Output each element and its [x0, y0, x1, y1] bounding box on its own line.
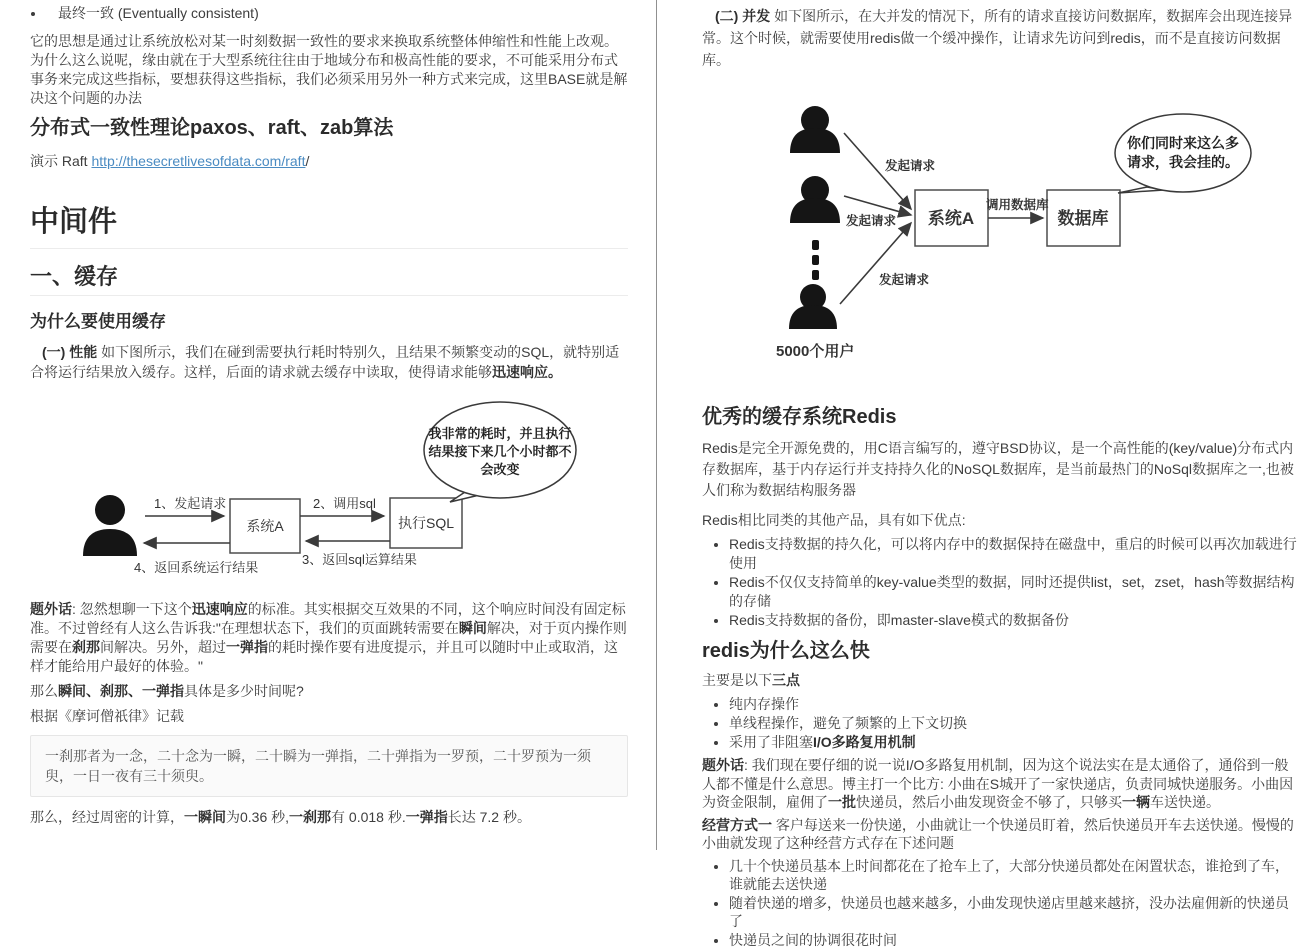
- system-a-label: 系统A: [246, 518, 284, 534]
- raft-demo-prefix: 演示 Raft: [30, 153, 91, 169]
- return-sql-arrow-label: 3、返回sql运算结果: [302, 552, 417, 567]
- sutra-quote-block: [30, 735, 628, 797]
- performance-flow-diagram: [30, 398, 628, 594]
- raft-demo-suffix: /: [305, 153, 309, 169]
- aside-paragraph: 题外话: 忽然想聊一下这个迅速响应的标准。其实根据交互效果的不同，这个响应时间没有固定标准。不过曾经有人这么告诉我:"在理想状态下，我们的页面跳转需要在瞬间解决，对于页内操作则需要在刹那间解决。另外，超过一弹指的耗时操作要有进度提示，并且可以随时中止或取消，这样才能给用户最好的体验。": [30, 600, 628, 676]
- system-a-label: 系统A: [928, 208, 974, 228]
- request-label-1: 发起请求: [884, 158, 936, 173]
- list-item: • 几十个快递员基本上时间都花在了抢车上了，大部分快递员都处在闲置状态，谁抢到了车，谁就能去送快递: [729, 857, 1298, 894]
- list-item: • 采用了非阻塞I/O多路复用机制: [729, 733, 1298, 752]
- list-item: • Redis不仅仅支持简单的key-value类型的数据，同时还提供list，set，zset，hash等数据结构的存储: [729, 573, 1298, 611]
- list-item: • Redis支持数据的持久化，可以将内存中的数据保持在磁盘中，重启的时候可以再次加载进行使用: [729, 535, 1298, 573]
- concurrency-diagram: [702, 96, 1298, 364]
- database-label: 数据库: [1058, 208, 1109, 228]
- list-item: • 纯内存操作: [729, 695, 1298, 714]
- raft-demo-link[interactable]: http://thesecretlivesofdata.com/raft: [91, 153, 305, 169]
- base-intro-paragraph: 它的思想是通过让系统放松对某一时刻数据一致性的要求来换取系统整体伸缩性和性能上改观。为什么这么说呢，缘由就在于大型系统往往由于地域分布和极高性能的要求，不可能采用分布式事务来完成这些指标，要想获得这些指标，我们必须采用另外一种方式来完成，这里BASE就是解决这个问题的办法: [30, 32, 628, 108]
- consistency-bullet-list: [30, 3, 628, 23]
- column-divider: [656, 0, 657, 850]
- io-aside-paragraph: 题外话: 我们现在要仔细的说一说I/O多路复用机制，因为这个说法实在是太通俗了，通俗到一般人都不懂是什么意思。博主打一个比方: 小曲在S城开了一家快递店，负责同城快递服务。小曲因为资金限制，雇佣了一批快递员，然后小曲发现资金不够了，只够买一辆车送快递。: [702, 756, 1298, 812]
- svg-text:结果接下来几个小时都不: 结果接下来几个小时都不: [428, 444, 571, 459]
- time-question-paragraph: 那么瞬间、刹那、一弹指具体是多少时间呢?: [30, 682, 628, 701]
- svg-text:会改变: 会改变: [480, 462, 519, 477]
- cache-section-heading: 一、缓存: [30, 264, 628, 296]
- list-item: • 快递员之间的协调很花时间: [729, 931, 1298, 949]
- request-arrow-label: 1、发起请求: [154, 496, 226, 511]
- redis-heading: 优秀的缓存系统Redis: [702, 405, 1298, 429]
- middleware-title: 中间件: [30, 207, 628, 249]
- redis-intro-paragraph: Redis是完全开源免费的，用C语言编写的，遵守BSD协议，是一个高性能的(key/value)分布式内存数据库，基于内存运行并支持持久化的NoSQL数据库，是当前最热门的NoSql数据库之一,也被人们称为数据结构服务器: [702, 438, 1298, 501]
- why-cache-heading: 为什么要使用缓存: [30, 312, 628, 331]
- redis-advantages-list: [702, 535, 1298, 630]
- user-icon-1: [790, 106, 840, 153]
- request-label-3: 发起请求: [878, 272, 930, 287]
- call-db-label: 调用数据库: [986, 197, 1049, 212]
- return-result-arrow-label: 4、返回系统运行结果: [134, 560, 258, 575]
- ellipsis-dots: [812, 240, 819, 280]
- redis-fast-heading: redis为什么这么快: [702, 639, 1298, 663]
- request-label-2: 发起请求: [845, 213, 897, 228]
- concurrency-paragraph: (二) 并发 如下图所示，在大并发的情况下，所有的请求直接访问数据库，数据库会出现连接异常。这个时候，就需要使用redis做一个缓冲操作，让请求先访问到redis，而不是直接访问数据库。: [702, 5, 1298, 71]
- svg-text:你们同时来这么多: 你们同时来这么多: [1127, 135, 1239, 151]
- list-item: • 单线程操作，避免了频繁的上下文切换: [729, 714, 1298, 733]
- list-item: • 随着快递的增多，快递员也越来越多，小曲发现快递店里越来越挤，没办法雇佣新的快递员了: [729, 894, 1298, 931]
- request-arrow-3: [840, 223, 911, 304]
- mode-one-paragraph: 经营方式一 客户每送来一份快递，小曲就让一个快递员盯着，然后快递员开车去送快递。慢慢的小曲就发现了这种经营方式存在下述问题: [702, 816, 1298, 853]
- call-sql-arrow-label: 2、调用sql: [313, 496, 376, 511]
- right-column: [702, 0, 1298, 949]
- user-icon: [83, 495, 137, 556]
- paxos-raft-zab-heading: 分布式一致性理论paxos、raft、zab算法: [30, 117, 628, 140]
- list-item: • Redis支持数据的备份，即master-slave模式的数据备份: [729, 611, 1298, 630]
- slow-sql-speech-bubble: [424, 402, 576, 502]
- user-icon-2: [790, 176, 840, 223]
- problems-list: [702, 857, 1298, 949]
- list-item: • 最终一致 (Eventually consistent): [46, 3, 628, 23]
- time-calc-paragraph: 那么，经过周密的计算，一瞬间为0.36 秒,一刹那有 0.018 秒.一弹指长达 7.2 秒。: [30, 808, 628, 827]
- svg-text:我非常的耗时，并且执行: 我非常的耗时，并且执行: [428, 426, 571, 442]
- fast-points-list: [702, 695, 1298, 752]
- user-icon-3: [789, 284, 837, 329]
- request-arrow-2: [844, 196, 911, 215]
- left-column: [30, 0, 628, 827]
- overload-speech-bubble: [1115, 114, 1251, 193]
- three-points-lead: 主要是以下三点: [702, 670, 1298, 690]
- performance-paragraph: (一) 性能 如下图所示，我们在碰到需要执行耗时特别久，且结果不频繁变动的SQL，就特别适合将运行结果放入缓存。这样，后面的请求就去缓存中读取，使得请求能够迅速响应。: [30, 342, 628, 382]
- raft-demo-line: [30, 151, 628, 171]
- execute-sql-label: 执行SQL: [398, 515, 454, 531]
- users-count-label: 5000个用户: [776, 342, 854, 360]
- source-paragraph: 根据《摩诃僧祇律》记载: [30, 707, 628, 726]
- redis-advantages-lead: Redis相比同类的其他产品，具有如下优点:: [702, 510, 1298, 530]
- svg-text:请求，我会挂的。: 请求，我会挂的。: [1127, 154, 1239, 171]
- sutra-quote-text: 一刹那者为一念，二十念为一瞬，二十瞬为一弹指，二十弹指为一罗预，二十罗预为一须臾，一日一夜有三十须臾。: [45, 746, 613, 786]
